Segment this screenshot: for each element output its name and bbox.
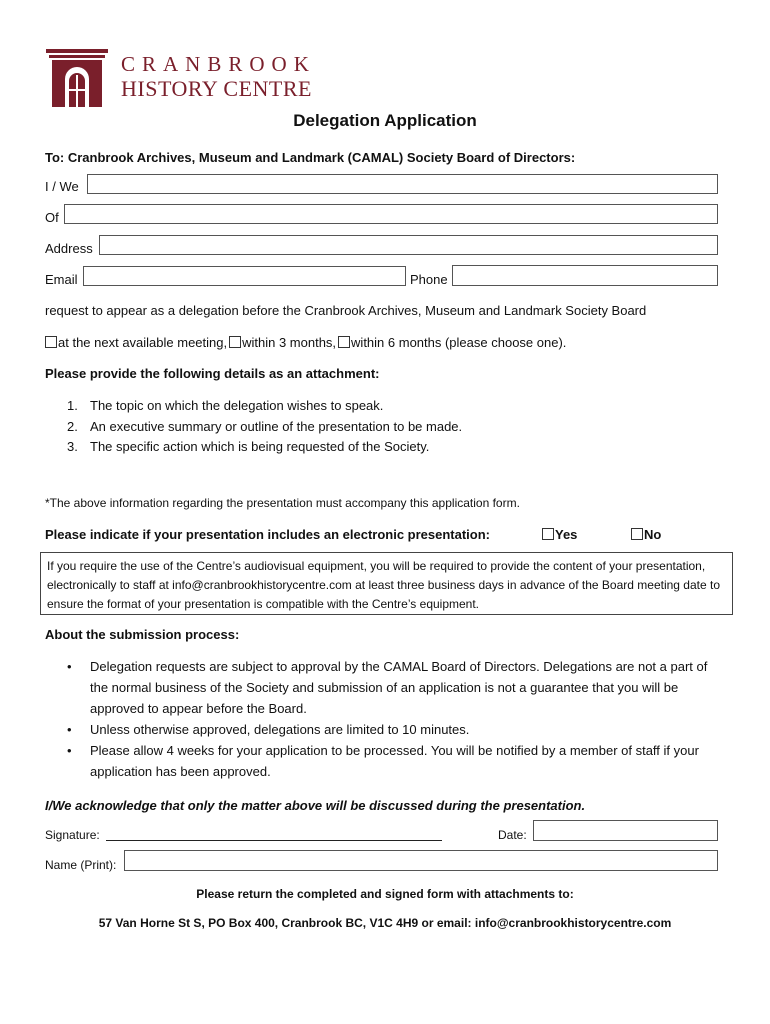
checkbox-no[interactable]: [631, 528, 643, 540]
iwe-label: I / We: [45, 179, 79, 194]
electronic-question: Please indicate if your presentation includes an electronic presentation:: [45, 527, 491, 542]
list-item: [45, 656, 725, 719]
list-text: Unless otherwise approved, delegations are limited to 10 minutes.: [90, 722, 470, 737]
list-text: Delegation requests are subject to approval by the CAMAL Board of Directors. Delegations are not a part of the normal business of the Society and submission of an application is not a guarantee that you will be approved to appear before the Board.: [90, 659, 708, 716]
return-instruction: Please return the completed and signed form with attachments to:: [196, 887, 574, 901]
request-text: request to appear as a delegation before the Cranbrook Archives, Museum and Landmark Society Board: [45, 303, 647, 318]
logo-wordmark-bottom: HISTORY CENTRE: [121, 76, 312, 101]
attachment-note: *The above information regarding the presentation must accompany this application form.: [45, 496, 520, 510]
return-address: 57 Van Horne St S, PO Box 400, Cranbrook BC, V1C 4H9 or email: info@cranbrookhistorycentre.com: [98, 916, 672, 930]
list-number: 1.: [67, 398, 78, 413]
list-number: 2.: [67, 418, 78, 434]
address-field[interactable]: [99, 235, 718, 255]
checkbox-next-meeting[interactable]: [45, 336, 57, 348]
checkbox-yes[interactable]: [542, 528, 554, 540]
email-field[interactable]: [83, 266, 406, 286]
of-field[interactable]: [64, 204, 718, 224]
list-number: 3.: [67, 439, 78, 454]
list-item: [45, 740, 725, 782]
email-label: Email: [45, 272, 78, 287]
option-next-meeting: at the next available meeting,: [58, 335, 228, 350]
list-text: The specific action which is being requested of the Society.: [90, 439, 430, 454]
signature-label: Signature:: [45, 828, 100, 842]
details-list: [67, 396, 462, 458]
address-label: Address: [45, 241, 93, 256]
av-notice-box: If you require the use of the Centre’s audiovisual equipment, you will be required to provide the content of your presentation, electronically to staff at info@cranbrookhistorycentre.com at least three business days in advance of the Board meeting date to ensure the format of your presentation is compatible with the Centre’s equipment.: [40, 552, 733, 615]
checkbox-3-months[interactable]: [229, 336, 241, 348]
building-logo-icon: [46, 49, 108, 107]
list-text: Please allow 4 weeks for your application to be processed. You will be notified by a member of staff if your application has been approved.: [90, 743, 699, 779]
to-line: To: Cranbrook Archives, Museum and Landmark (CAMAL) Society Board of Directors:: [45, 150, 576, 165]
iwe-field[interactable]: [87, 174, 718, 194]
no-label: No: [644, 527, 662, 542]
no-option: [631, 527, 661, 542]
option-6-months: within 6 months (please choose one).: [351, 335, 567, 350]
process-heading: About the submission process:: [45, 627, 240, 642]
list-item: [45, 719, 725, 740]
acknowledge-statement: I/We acknowledge that only the matter above will be discussed during the presentation.: [45, 798, 586, 813]
list-item: [67, 396, 462, 417]
list-text: An executive summary or outline of the presentation to be made.: [90, 418, 463, 434]
name-print-label: Name (Print):: [45, 858, 117, 872]
bullet-icon: •: [67, 659, 72, 674]
checkbox-6-months[interactable]: [338, 336, 350, 348]
date-field[interactable]: [533, 820, 718, 841]
of-label: Of: [45, 210, 59, 225]
phone-label: Phone: [410, 272, 448, 287]
list-text: The topic on which the delegation wishes to speak.: [90, 398, 384, 413]
process-list: [45, 656, 725, 782]
name-print-field[interactable]: [124, 850, 718, 871]
bullet-icon: •: [67, 743, 72, 758]
yes-label: Yes: [555, 527, 578, 542]
bullet-icon: •: [67, 722, 72, 737]
date-label: Date:: [498, 828, 527, 842]
list-item: [67, 437, 462, 458]
logo-wordmark-top: CRANBROOK: [121, 52, 316, 76]
timing-options: [45, 335, 566, 350]
form-title: Delegation Application: [293, 111, 477, 130]
option-3-months: within 3 months,: [242, 335, 337, 350]
details-heading: Please provide the following details as an attachment:: [45, 366, 380, 381]
list-item: [67, 417, 462, 438]
phone-field[interactable]: [452, 265, 718, 286]
yes-option: [542, 527, 577, 542]
signature-field[interactable]: [106, 840, 442, 841]
